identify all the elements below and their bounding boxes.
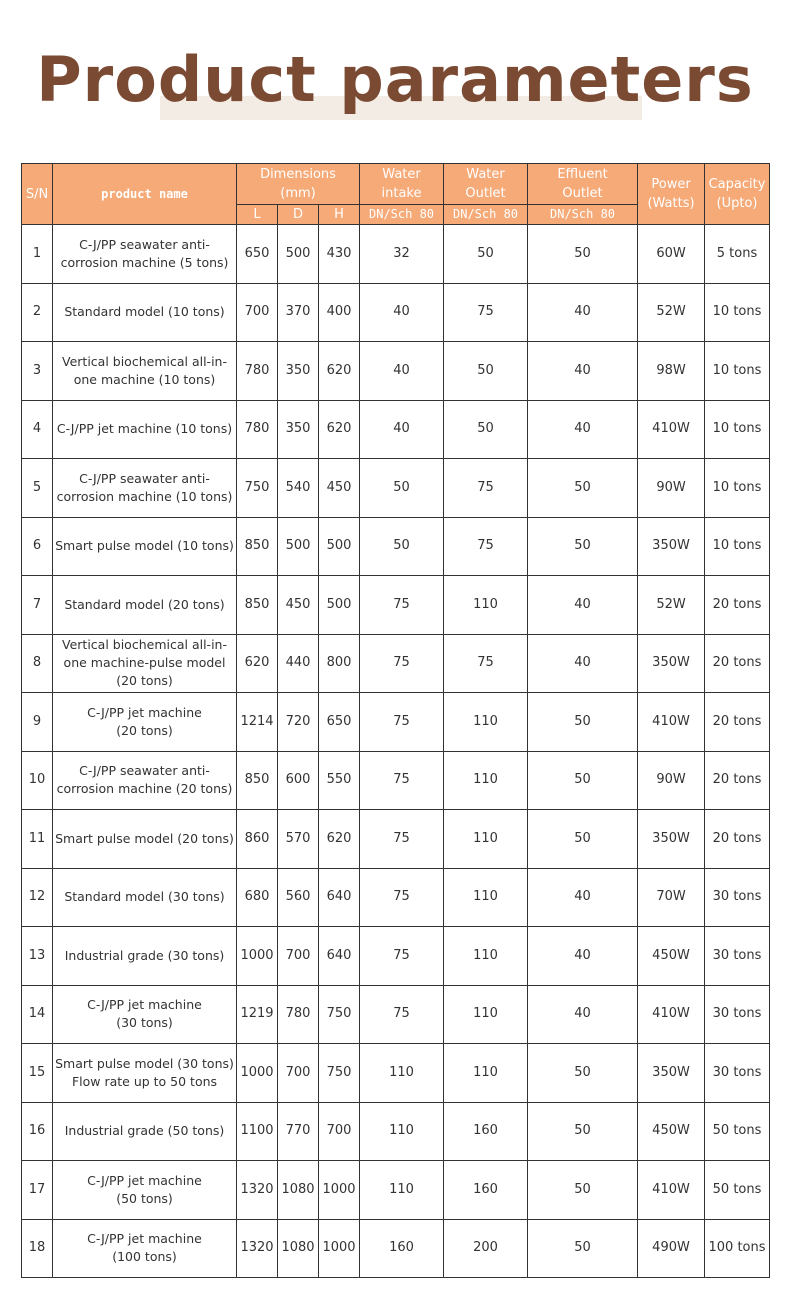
cell-effluent-outlet: 40 xyxy=(528,634,638,693)
cell-capacity: 5 tons xyxy=(705,225,770,284)
cell-power: 450W xyxy=(638,1102,705,1161)
cell-product-name: Industrial grade (30 tons) xyxy=(53,927,237,986)
cell-power: 52W xyxy=(638,283,705,342)
table-row xyxy=(22,985,770,1044)
cell-effluent-outlet: 40 xyxy=(528,927,638,986)
cell-water-outlet: 75 xyxy=(444,517,528,576)
header-sn: S/N xyxy=(22,164,53,225)
cell-depth: 450 xyxy=(278,576,319,635)
cell-effluent-outlet: 50 xyxy=(528,1219,638,1278)
cell-product-name: Vertical biochemical all-in- one machine-pulse model (20 tons) xyxy=(53,634,237,693)
cell-capacity: 20 tons xyxy=(705,693,770,752)
cell-depth: 540 xyxy=(278,459,319,518)
cell-effluent-outlet: 50 xyxy=(528,1102,638,1161)
cell-height: 750 xyxy=(319,1044,360,1103)
cell-height: 430 xyxy=(319,225,360,284)
cell-water-outlet: 50 xyxy=(444,342,528,401)
cell-depth: 700 xyxy=(278,1044,319,1103)
cell-power: 410W xyxy=(638,693,705,752)
cell-sn: 5 xyxy=(22,459,53,518)
cell-depth: 1080 xyxy=(278,1219,319,1278)
header-dim-d: D xyxy=(278,205,319,225)
cell-water-outlet: 110 xyxy=(444,751,528,810)
cell-water-outlet: 50 xyxy=(444,225,528,284)
cell-water-outlet: 200 xyxy=(444,1219,528,1278)
cell-height: 1000 xyxy=(319,1219,360,1278)
cell-capacity: 30 tons xyxy=(705,868,770,927)
header-intake-standard: DN/Sch 80 xyxy=(360,205,444,225)
cell-power: 350W xyxy=(638,810,705,869)
cell-capacity: 10 tons xyxy=(705,459,770,518)
cell-length: 1000 xyxy=(237,1044,278,1103)
cell-height: 650 xyxy=(319,693,360,752)
cell-capacity: 10 tons xyxy=(705,342,770,401)
table-row xyxy=(22,1044,770,1103)
cell-power: 350W xyxy=(638,634,705,693)
cell-water-outlet: 75 xyxy=(444,459,528,518)
cell-water-outlet: 110 xyxy=(444,693,528,752)
cell-effluent-outlet: 40 xyxy=(528,985,638,1044)
header-dim-l: L xyxy=(237,205,278,225)
table-row xyxy=(22,927,770,986)
cell-power: 70W xyxy=(638,868,705,927)
cell-effluent-outlet: 40 xyxy=(528,400,638,459)
cell-capacity: 20 tons xyxy=(705,634,770,693)
cell-sn: 12 xyxy=(22,868,53,927)
cell-length: 1214 xyxy=(237,693,278,752)
table-row xyxy=(22,634,770,693)
cell-capacity: 10 tons xyxy=(705,400,770,459)
cell-length: 1000 xyxy=(237,927,278,986)
cell-power: 350W xyxy=(638,1044,705,1103)
cell-effluent-outlet: 40 xyxy=(528,342,638,401)
cell-water-outlet: 110 xyxy=(444,1044,528,1103)
cell-depth: 770 xyxy=(278,1102,319,1161)
cell-effluent-outlet: 50 xyxy=(528,1161,638,1220)
cell-length: 620 xyxy=(237,634,278,693)
cell-power: 90W xyxy=(638,459,705,518)
cell-water-intake: 75 xyxy=(360,810,444,869)
table-row xyxy=(22,283,770,342)
cell-product-name: Standard model (20 tons) xyxy=(53,576,237,635)
cell-depth: 1080 xyxy=(278,1161,319,1220)
cell-length: 850 xyxy=(237,751,278,810)
cell-sn: 16 xyxy=(22,1102,53,1161)
cell-water-outlet: 110 xyxy=(444,868,528,927)
cell-water-outlet: 75 xyxy=(444,283,528,342)
cell-height: 450 xyxy=(319,459,360,518)
cell-effluent-outlet: 50 xyxy=(528,459,638,518)
cell-effluent-outlet: 50 xyxy=(528,225,638,284)
cell-product-name: Vertical biochemical all-in- one machine (10 tons) xyxy=(53,342,237,401)
cell-length: 860 xyxy=(237,810,278,869)
cell-product-name: C-J/PP jet machine (10 tons) xyxy=(53,400,237,459)
cell-water-intake: 75 xyxy=(360,868,444,927)
cell-product-name: Standard model (10 tons) xyxy=(53,283,237,342)
cell-length: 780 xyxy=(237,400,278,459)
cell-sn: 1 xyxy=(22,225,53,284)
cell-length: 1320 xyxy=(237,1161,278,1220)
cell-effluent-outlet: 40 xyxy=(528,576,638,635)
cell-height: 620 xyxy=(319,342,360,401)
cell-water-intake: 110 xyxy=(360,1044,444,1103)
cell-water-intake: 75 xyxy=(360,693,444,752)
cell-water-outlet: 110 xyxy=(444,810,528,869)
cell-product-name: C-J/PP jet machine (20 tons) xyxy=(53,693,237,752)
cell-sn: 4 xyxy=(22,400,53,459)
cell-capacity: 30 tons xyxy=(705,1044,770,1103)
cell-power: 450W xyxy=(638,927,705,986)
cell-depth: 500 xyxy=(278,517,319,576)
cell-height: 500 xyxy=(319,576,360,635)
page-title: Product parameters xyxy=(36,43,754,116)
cell-depth: 570 xyxy=(278,810,319,869)
cell-height: 500 xyxy=(319,517,360,576)
cell-sn: 13 xyxy=(22,927,53,986)
cell-length: 780 xyxy=(237,342,278,401)
cell-length: 1100 xyxy=(237,1102,278,1161)
cell-water-intake: 75 xyxy=(360,985,444,1044)
cell-height: 620 xyxy=(319,810,360,869)
cell-capacity: 20 tons xyxy=(705,810,770,869)
cell-water-outlet: 160 xyxy=(444,1161,528,1220)
cell-water-intake: 110 xyxy=(360,1161,444,1220)
cell-water-intake: 40 xyxy=(360,400,444,459)
cell-depth: 350 xyxy=(278,342,319,401)
header-effluent-standard: DN/Sch 80 xyxy=(528,205,638,225)
table-row xyxy=(22,751,770,810)
cell-water-outlet: 75 xyxy=(444,634,528,693)
table-row xyxy=(22,576,770,635)
cell-water-intake: 50 xyxy=(360,517,444,576)
table-row xyxy=(22,1102,770,1161)
cell-depth: 560 xyxy=(278,868,319,927)
cell-effluent-outlet: 50 xyxy=(528,1044,638,1103)
table-row xyxy=(22,342,770,401)
table-row xyxy=(22,400,770,459)
cell-product-name: C-J/PP seawater anti- corrosion machine (5 tons) xyxy=(53,225,237,284)
header-product-name: product name xyxy=(53,164,237,225)
header-dimensions: Dimensions (mm) xyxy=(237,164,360,205)
cell-capacity: 50 tons xyxy=(705,1102,770,1161)
cell-water-outlet: 50 xyxy=(444,400,528,459)
cell-effluent-outlet: 50 xyxy=(528,517,638,576)
cell-sn: 14 xyxy=(22,985,53,1044)
cell-sn: 2 xyxy=(22,283,53,342)
cell-product-name: Smart pulse model (10 tons) xyxy=(53,517,237,576)
cell-height: 640 xyxy=(319,868,360,927)
cell-height: 700 xyxy=(319,1102,360,1161)
cell-power: 410W xyxy=(638,400,705,459)
cell-sn: 8 xyxy=(22,634,53,693)
cell-effluent-outlet: 50 xyxy=(528,693,638,752)
cell-sn: 7 xyxy=(22,576,53,635)
table-row xyxy=(22,225,770,284)
cell-capacity: 20 tons xyxy=(705,576,770,635)
table-header xyxy=(22,164,770,225)
cell-product-name: C-J/PP jet machine (50 tons) xyxy=(53,1161,237,1220)
title-area xyxy=(0,40,790,130)
header-dim-h: H xyxy=(319,205,360,225)
cell-effluent-outlet: 50 xyxy=(528,751,638,810)
cell-water-intake: 50 xyxy=(360,459,444,518)
cell-effluent-outlet: 40 xyxy=(528,283,638,342)
cell-water-outlet: 110 xyxy=(444,576,528,635)
cell-sn: 11 xyxy=(22,810,53,869)
cell-capacity: 50 tons xyxy=(705,1161,770,1220)
cell-depth: 370 xyxy=(278,283,319,342)
cell-depth: 700 xyxy=(278,927,319,986)
cell-depth: 600 xyxy=(278,751,319,810)
cell-water-intake: 75 xyxy=(360,576,444,635)
cell-water-outlet: 110 xyxy=(444,927,528,986)
cell-length: 1219 xyxy=(237,985,278,1044)
cell-product-name: Smart pulse model (20 tons) xyxy=(53,810,237,869)
cell-power: 52W xyxy=(638,576,705,635)
cell-sn: 18 xyxy=(22,1219,53,1278)
cell-capacity: 10 tons xyxy=(705,517,770,576)
cell-height: 550 xyxy=(319,751,360,810)
cell-height: 640 xyxy=(319,927,360,986)
header-capacity: Capacity (Upto) xyxy=(705,164,770,225)
cell-depth: 440 xyxy=(278,634,319,693)
cell-power: 410W xyxy=(638,985,705,1044)
cell-sn: 3 xyxy=(22,342,53,401)
cell-length: 650 xyxy=(237,225,278,284)
cell-sn: 10 xyxy=(22,751,53,810)
cell-water-intake: 110 xyxy=(360,1102,444,1161)
cell-height: 1000 xyxy=(319,1161,360,1220)
cell-length: 1320 xyxy=(237,1219,278,1278)
header-outlet-standard: DN/Sch 80 xyxy=(444,205,528,225)
cell-length: 850 xyxy=(237,576,278,635)
cell-product-name: Industrial grade (50 tons) xyxy=(53,1102,237,1161)
cell-power: 90W xyxy=(638,751,705,810)
table-row xyxy=(22,517,770,576)
cell-water-intake: 75 xyxy=(360,927,444,986)
cell-water-intake: 75 xyxy=(360,751,444,810)
cell-height: 400 xyxy=(319,283,360,342)
cell-capacity: 30 tons xyxy=(705,927,770,986)
cell-capacity: 10 tons xyxy=(705,283,770,342)
cell-depth: 500 xyxy=(278,225,319,284)
cell-water-intake: 32 xyxy=(360,225,444,284)
cell-effluent-outlet: 40 xyxy=(528,868,638,927)
table-row xyxy=(22,1219,770,1278)
cell-capacity: 30 tons xyxy=(705,985,770,1044)
cell-product-name: Standard model (30 tons) xyxy=(53,868,237,927)
table-row xyxy=(22,1161,770,1220)
table-row xyxy=(22,868,770,927)
cell-product-name: C-J/PP seawater anti- corrosion machine (10 tons) xyxy=(53,459,237,518)
cell-capacity: 20 tons xyxy=(705,751,770,810)
product-parameters-table xyxy=(21,163,770,1278)
cell-depth: 350 xyxy=(278,400,319,459)
table-row xyxy=(22,693,770,752)
cell-power: 350W xyxy=(638,517,705,576)
cell-depth: 720 xyxy=(278,693,319,752)
cell-length: 700 xyxy=(237,283,278,342)
cell-power: 490W xyxy=(638,1219,705,1278)
table-row xyxy=(22,459,770,518)
cell-length: 680 xyxy=(237,868,278,927)
cell-water-outlet: 160 xyxy=(444,1102,528,1161)
cell-water-intake: 75 xyxy=(360,634,444,693)
cell-power: 60W xyxy=(638,225,705,284)
cell-height: 620 xyxy=(319,400,360,459)
cell-depth: 780 xyxy=(278,985,319,1044)
cell-product-name: C-J/PP jet machine (100 tons) xyxy=(53,1219,237,1278)
cell-length: 850 xyxy=(237,517,278,576)
cell-product-name: C-J/PP seawater anti- corrosion machine (20 tons) xyxy=(53,751,237,810)
cell-sn: 15 xyxy=(22,1044,53,1103)
table-body xyxy=(22,225,770,1278)
cell-height: 800 xyxy=(319,634,360,693)
cell-length: 750 xyxy=(237,459,278,518)
cell-water-intake: 40 xyxy=(360,283,444,342)
table-row xyxy=(22,810,770,869)
cell-sn: 6 xyxy=(22,517,53,576)
cell-height: 750 xyxy=(319,985,360,1044)
cell-water-outlet: 110 xyxy=(444,985,528,1044)
cell-product-name: Smart pulse model (30 tons) Flow rate up to 50 tons xyxy=(53,1044,237,1103)
cell-power: 98W xyxy=(638,342,705,401)
cell-water-intake: 40 xyxy=(360,342,444,401)
cell-product-name: C-J/PP jet machine (30 tons) xyxy=(53,985,237,1044)
header-water-outlet: Water Outlet xyxy=(444,164,528,205)
cell-sn: 9 xyxy=(22,693,53,752)
cell-sn: 17 xyxy=(22,1161,53,1220)
header-water-intake: Water intake xyxy=(360,164,444,205)
cell-water-intake: 160 xyxy=(360,1219,444,1278)
cell-capacity: 100 tons xyxy=(705,1219,770,1278)
cell-power: 410W xyxy=(638,1161,705,1220)
cell-effluent-outlet: 50 xyxy=(528,810,638,869)
header-effluent-outlet: Effluent Outlet xyxy=(528,164,638,205)
header-power: Power (Watts) xyxy=(638,164,705,225)
